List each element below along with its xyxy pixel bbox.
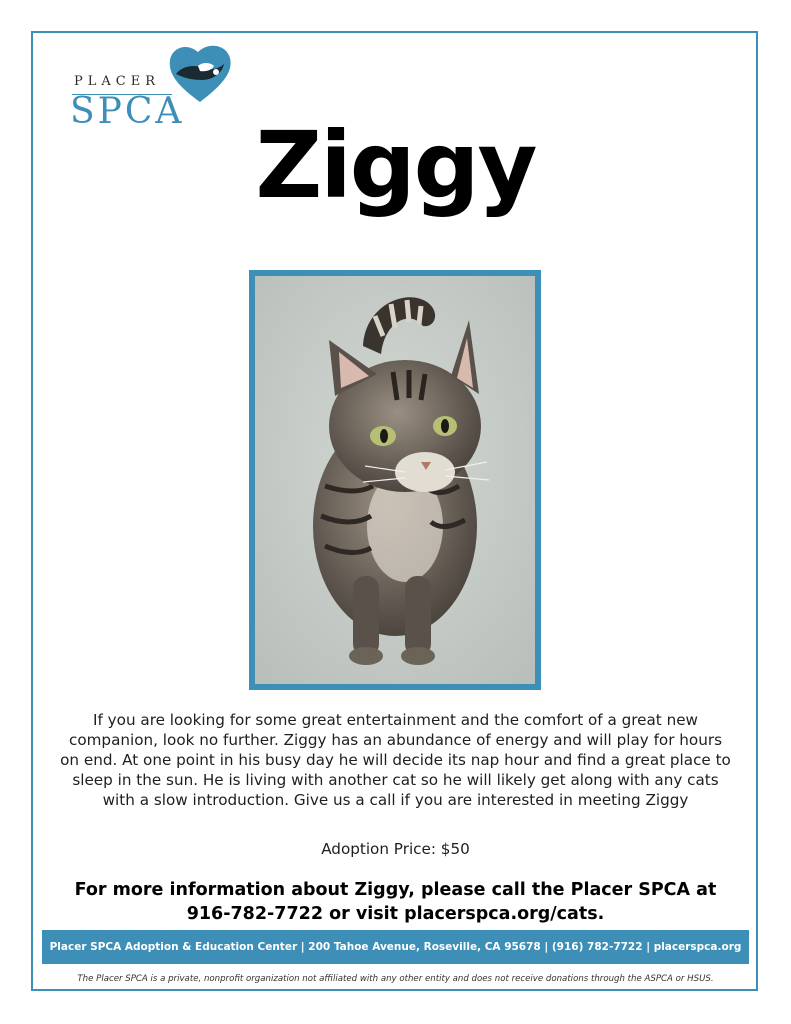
contact-line-2: 916-782-7722 or visit placerspca.org/cats.	[186, 904, 605, 924]
logo-placer-text: PLACER	[74, 74, 160, 89]
adoption-price: Adoption Price: $50	[321, 840, 470, 858]
pet-photo	[249, 270, 541, 690]
logo-spca-text: SPCA	[70, 91, 185, 132]
disclaimer-text: The Placer SPCA is a private, nonprofit organization not affiliated with any other entity and does not receive donations through the ASPCA or HSUS.	[77, 974, 714, 984]
contact-line-1: For more information about Ziggy, please call the Placer SPCA at	[74, 880, 717, 900]
pet-description: If you are looking for some great entertainment and the comfort of a great new companion, look no further. Ziggy has an abundance of energy and will play for hours on end. At one point in his busy day he will decide its nap hour and find a great place to sleep in the sun. He is living with another cat so he will likely get along with any cats with a slow introduction. Give us a call if you are interested in meeting Ziggy	[60, 711, 731, 809]
cat-illustration	[255, 276, 535, 684]
pet-name-title: Ziggy	[255, 112, 536, 219]
footer-address-bar: Placer SPCA Adoption & Education Center | 200 Tahoe Avenue, Roseville, CA 95678 | (916) 782-7722 | placerspca.org	[42, 930, 749, 964]
contact-info	[60, 878, 731, 926]
